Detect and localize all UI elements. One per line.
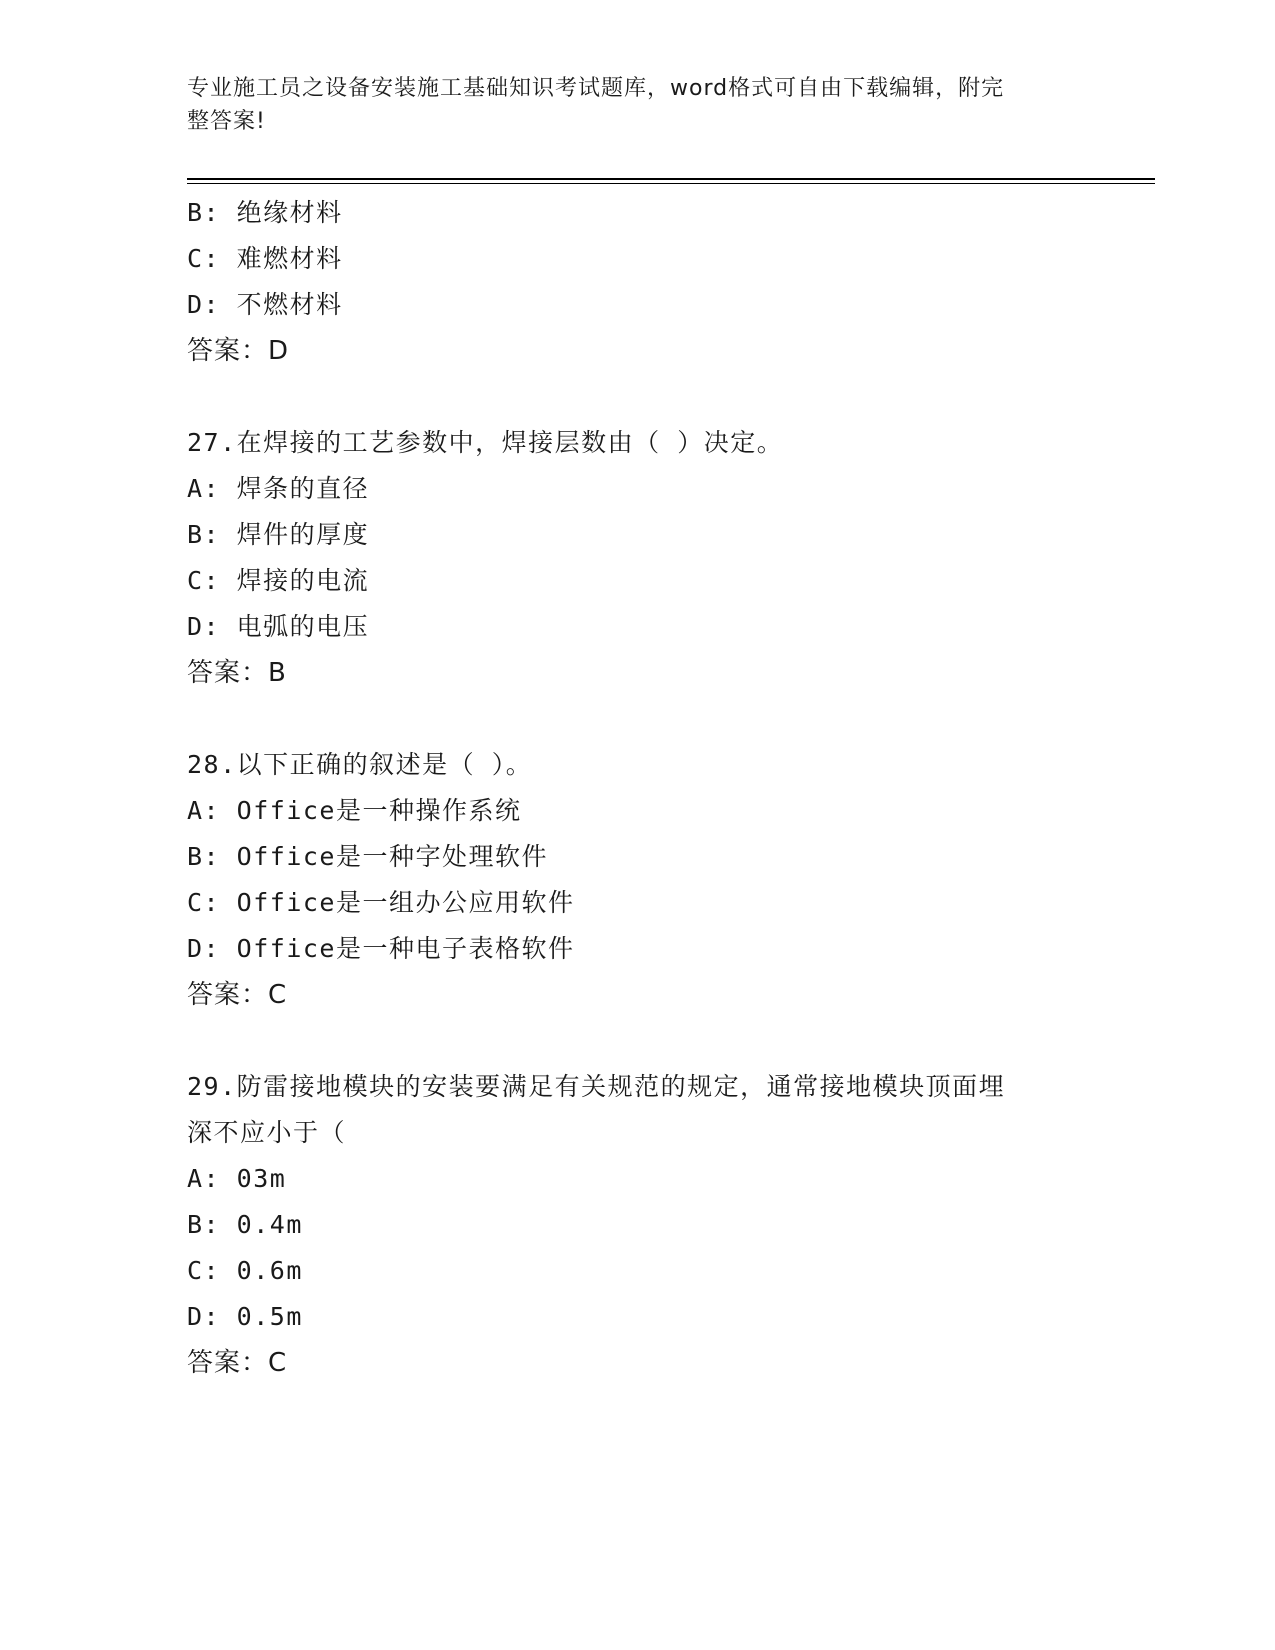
answer-line: 答案：C bbox=[187, 980, 288, 1010]
document-header bbox=[187, 72, 1067, 138]
option-d bbox=[187, 282, 1087, 328]
option-letter: A: bbox=[187, 796, 221, 825]
option-text: 焊件的厚度 bbox=[236, 520, 370, 549]
option-letter: B: bbox=[187, 198, 221, 227]
option-text: 焊接的电流 bbox=[236, 566, 370, 595]
option-d bbox=[187, 926, 1087, 972]
question-stem-line-1: 29.防雷接地模块的安装要满足有关规范的规定，通常接地模块顶面埋 bbox=[187, 1072, 1006, 1101]
option-letter: D: bbox=[187, 290, 221, 319]
option-text: 0.6m bbox=[236, 1256, 303, 1285]
option-text: Office是一种字处理软件 bbox=[236, 842, 548, 871]
option-letter: D: bbox=[187, 934, 221, 963]
header-title-line-1: 专业施工员之设备安装施工基础知识考试题库，word格式可自由下载编辑，附完 bbox=[187, 76, 1005, 101]
option-b bbox=[187, 1202, 1087, 1248]
option-text: 03m bbox=[236, 1164, 287, 1193]
option-letter: C: bbox=[187, 244, 221, 273]
option-text: 绝缘材料 bbox=[236, 198, 343, 227]
header-rule-thin bbox=[187, 183, 1155, 184]
option-d bbox=[187, 1294, 1087, 1340]
question-stem: 28.以下正确的叙述是（ ）。 bbox=[187, 750, 533, 779]
document-body bbox=[187, 190, 1087, 1386]
option-letter: B: bbox=[187, 520, 221, 549]
question-spacer bbox=[187, 374, 1087, 420]
option-text: Office是一种操作系统 bbox=[236, 796, 522, 825]
option-letter: A: bbox=[187, 1164, 221, 1193]
option-a bbox=[187, 788, 1087, 834]
option-letter: C: bbox=[187, 566, 221, 595]
option-c bbox=[187, 558, 1087, 604]
option-b bbox=[187, 190, 1087, 236]
option-letter: A: bbox=[187, 474, 221, 503]
option-letter: B: bbox=[187, 1210, 221, 1239]
option-text: Office是一组办公应用软件 bbox=[236, 888, 575, 917]
question-spacer bbox=[187, 696, 1087, 742]
option-letter: D: bbox=[187, 1302, 221, 1331]
option-d bbox=[187, 604, 1087, 650]
answer-line: 答案：C bbox=[187, 1348, 288, 1378]
question-stem-line-2: 深不应小于（ bbox=[187, 1118, 347, 1147]
answer-line: 答案：D bbox=[187, 336, 290, 366]
option-text: Office是一种电子表格软件 bbox=[236, 934, 575, 963]
answer-line: 答案：B bbox=[187, 658, 287, 688]
option-c bbox=[187, 1248, 1087, 1294]
option-b bbox=[187, 512, 1087, 558]
question-29 bbox=[187, 1064, 1087, 1386]
option-text: 电弧的电压 bbox=[236, 612, 370, 641]
option-text: 不燃材料 bbox=[236, 290, 343, 319]
option-b bbox=[187, 834, 1087, 880]
option-a bbox=[187, 1156, 1087, 1202]
option-letter: D: bbox=[187, 612, 221, 641]
question-28 bbox=[187, 742, 1087, 1018]
header-rule-thick bbox=[187, 178, 1155, 180]
option-c bbox=[187, 236, 1087, 282]
question-27 bbox=[187, 420, 1087, 696]
option-letter: C: bbox=[187, 888, 221, 917]
option-letter: B: bbox=[187, 842, 221, 871]
option-text: 0.4m bbox=[236, 1210, 303, 1239]
option-c bbox=[187, 880, 1087, 926]
option-a bbox=[187, 466, 1087, 512]
option-text: 焊条的直径 bbox=[236, 474, 370, 503]
question-stem: 27.在焊接的工艺参数中，焊接层数由（ ）决定。 bbox=[187, 428, 784, 457]
option-text: 难燃材料 bbox=[236, 244, 343, 273]
question-spacer bbox=[187, 1018, 1087, 1064]
header-title-line-2: 整答案! bbox=[187, 109, 266, 134]
option-letter: C: bbox=[187, 1256, 221, 1285]
option-text: 0.5m bbox=[236, 1302, 303, 1331]
question-26-tail bbox=[187, 190, 1087, 374]
